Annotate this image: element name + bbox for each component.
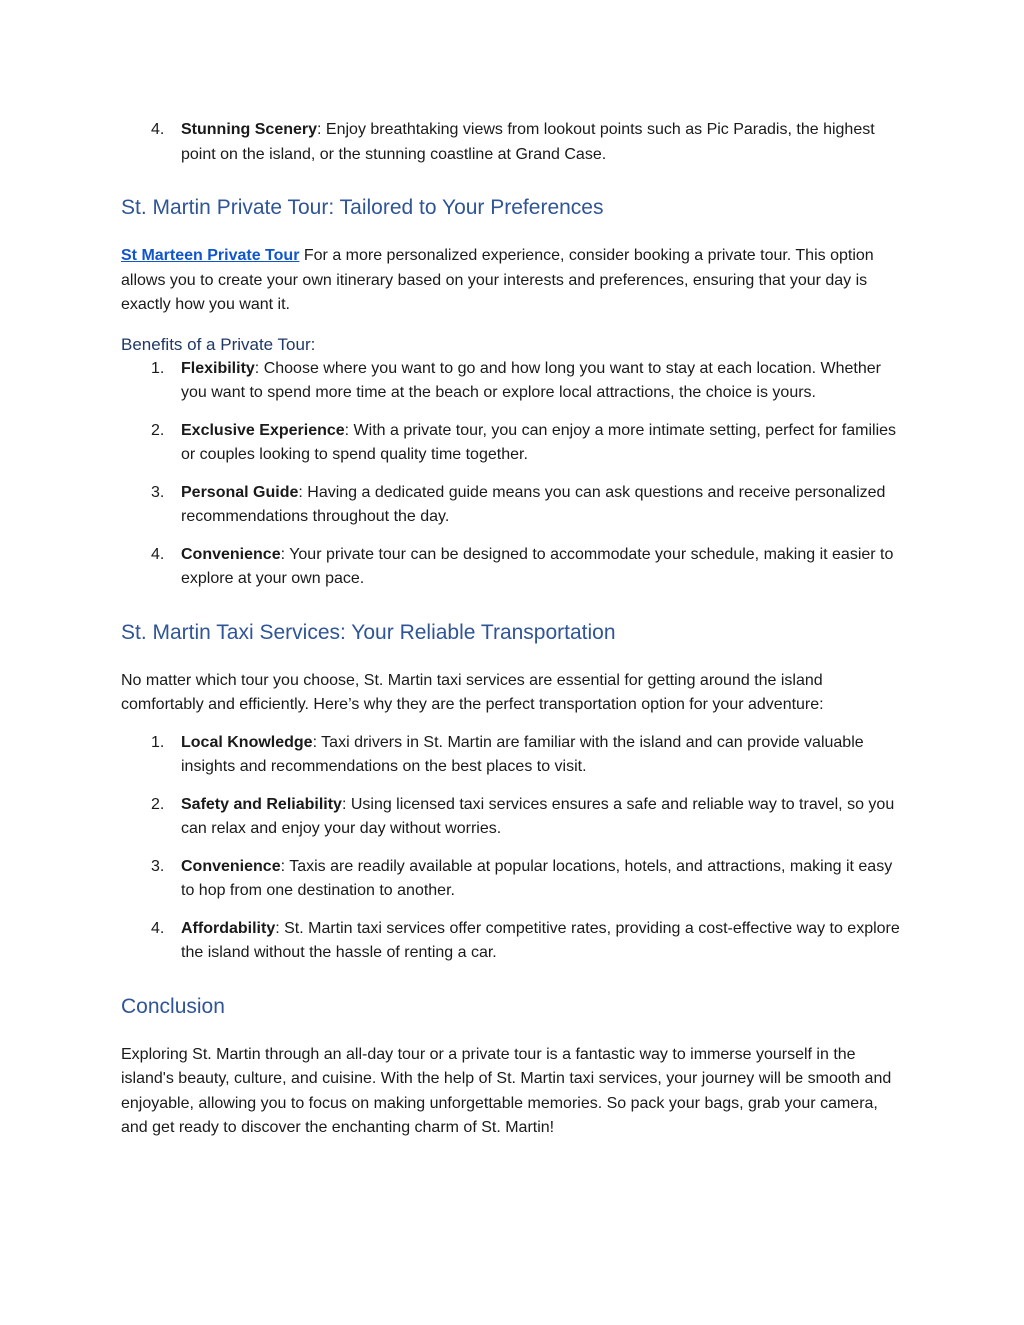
list-number: 3. xyxy=(151,483,165,501)
list-item xyxy=(121,731,906,780)
list-text: : Having a dedicated guide means you can ask questions and receive personalized recommendations throughout the day. xyxy=(181,483,886,525)
list-item xyxy=(121,481,906,530)
list-number: 4. xyxy=(151,919,165,937)
intro-list xyxy=(121,118,906,167)
list-term: Stunning Scenery xyxy=(181,121,318,138)
list-number: 1. xyxy=(151,359,165,377)
list-number: 2. xyxy=(151,795,165,813)
list-text: : Enjoy breathtaking views from lookout points such as Pic Paradis, the highest point on the island, or the stunning coastline at Grand Case. xyxy=(181,121,875,163)
list-number: 3. xyxy=(151,857,165,875)
list-term: Personal Guide xyxy=(181,483,299,501)
list-term: Safety and Reliability xyxy=(181,795,342,813)
list-number: 1. xyxy=(151,733,165,751)
taxi-heading: St. Martin Taxi Services: Your Reliable Transportation xyxy=(121,620,616,644)
list-number: 4. xyxy=(151,121,165,138)
conclusion-heading: Conclusion xyxy=(121,994,225,1018)
list-term: Flexibility xyxy=(181,359,255,377)
benefits-subheading: Benefits of a Private Tour: xyxy=(121,334,316,354)
list-item xyxy=(121,855,906,904)
list-text: : St. Martin taxi services offer competitive rates, providing a cost-effective way to explore the island without the hassle of renting a car. xyxy=(181,919,900,961)
list-item xyxy=(121,917,906,966)
list-text: : Using licensed taxi services ensures a safe and reliable way to travel, so you can relax and enjoy your day without worries. xyxy=(181,795,895,837)
list-number: 2. xyxy=(151,421,165,439)
list-text: : Taxis are readily available at popular locations, hotels, and attractions, making it easy to hop from one destination to another. xyxy=(181,857,893,899)
private-tour-link[interactable]: St Marteen Private Tour xyxy=(121,247,300,264)
list-text: : Choose where you want to go and how long you want to stay at each location. Whether you want to spend more time at the beach or explore local attractions, the choice is yours. xyxy=(181,359,881,401)
list-item xyxy=(121,357,906,406)
list-term: Affordability xyxy=(181,919,276,937)
list-term: Exclusive Experience xyxy=(181,421,345,439)
list-text: : Your private tour can be designed to accommodate your schedule, making it easier to explore at your own pace. xyxy=(181,545,894,587)
list-term: Convenience xyxy=(181,857,281,875)
list-item xyxy=(121,543,906,592)
document-page xyxy=(121,118,906,1141)
private-tour-heading: St. Martin Private Tour: Tailored to Your Preferences xyxy=(121,196,604,219)
private-tour-text: For a more personalized experience, consider booking a private tour. This option allows you to create your own itinerary based on your interests and preferences, ensuring that your day is exactly how you want it. xyxy=(121,247,874,313)
taxi-paragraph: No matter which tour you choose, St. Martin taxi services are essential for getting around the island comfortably and efficiently. Here’s why they are the perfect transportation option for your adventure: xyxy=(121,671,824,713)
private-tour-paragraph xyxy=(121,244,906,318)
list-number: 4. xyxy=(151,545,165,563)
list-item xyxy=(121,793,906,842)
list-text: : Taxi drivers in St. Martin are familiar with the island and can provide valuable insights and recommendations on the best places to visit. xyxy=(181,733,864,775)
benefits-list xyxy=(121,357,906,592)
list-text: : With a private tour, you can enjoy a more intimate setting, perfect for families or couples looking to spend quality time together. xyxy=(181,421,897,463)
list-item xyxy=(121,419,906,468)
conclusion-paragraph: Exploring St. Martin through an all-day tour or a private tour is a fantastic way to immerse yourself in the island's beauty, culture, and cuisine. With the help of St. Martin taxi services, your journey will be smooth and enjoyable, allowing you to focus on making unforgettable memories. So pack your bags, grab your camera, and get ready to discover the enchanting charm of St. Martin! xyxy=(121,1045,892,1136)
list-item xyxy=(121,118,906,167)
list-term: Local Knowledge xyxy=(181,733,313,751)
taxi-list xyxy=(121,731,906,966)
list-term: Convenience xyxy=(181,545,281,563)
